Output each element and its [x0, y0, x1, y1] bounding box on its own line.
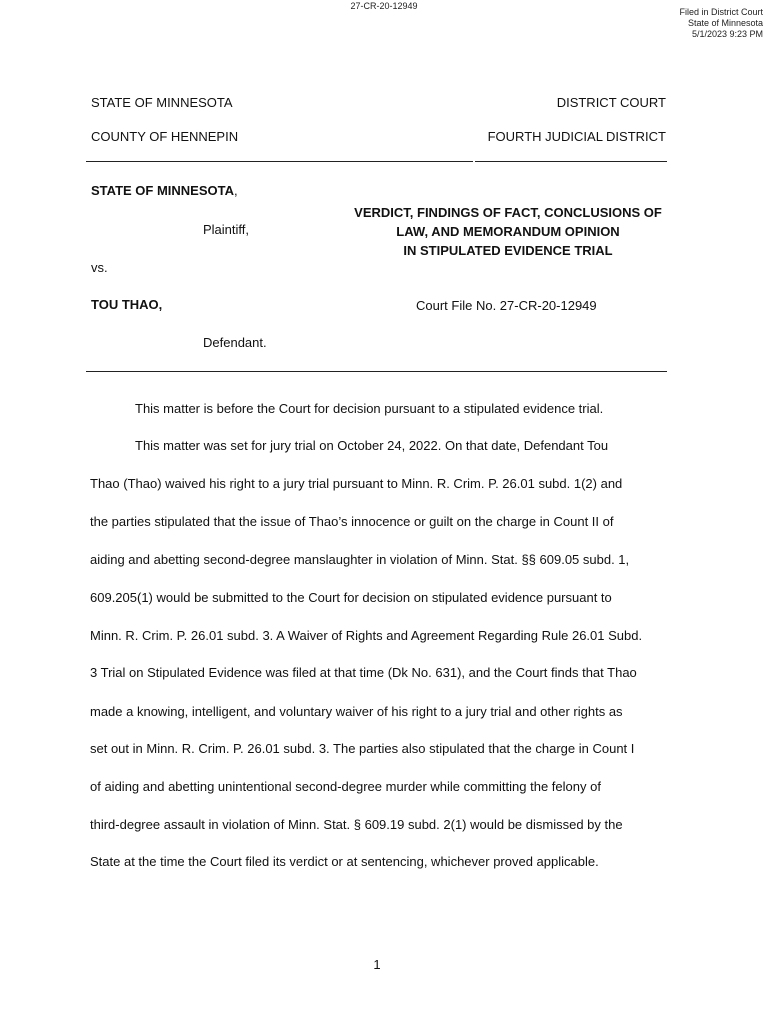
district-label: FOURTH JUDICIAL DISTRICT — [487, 129, 666, 144]
filing-stamp-line: State of Minnesota — [687, 18, 763, 28]
filing-stamp — [679, 7, 763, 40]
court-label: DISTRICT COURT — [556, 95, 666, 110]
paragraph-2-line: the parties stipulated that the issue of Thao’s innocence or guilt on the charge in Count II of — [90, 514, 614, 529]
caption-rule-bottom — [86, 371, 667, 372]
plaintiff-name — [91, 183, 238, 198]
filing-stamp-line: 5/1/2023 9:23 PM — [691, 29, 763, 39]
court-file-number: Court File No. 27-CR-20-12949 — [416, 298, 597, 313]
paragraph-2-line: made a knowing, intelligent, and voluntary waiver of his right to a jury trial and other rights as — [90, 704, 623, 719]
document-title-line: VERDICT, FINDINGS OF FACT, CONCLUSIONS OF — [354, 205, 662, 220]
paragraph-2-line: of aiding and abetting unintentional second-degree murder while committing the felony of — [90, 779, 601, 794]
case-number-header: 27-CR-20-12949 — [350, 1, 418, 11]
plaintiff-comma: , — [234, 183, 238, 198]
paragraph-1: This matter is before the Court for decision pursuant to a stipulated evidence trial. — [135, 401, 604, 416]
paragraph-2-line: Thao (Thao) waived his right to a jury trial pursuant to Minn. R. Crim. P. 26.01 subd. 1(2) and — [90, 476, 623, 491]
county-label: COUNTY OF HENNEPIN — [91, 129, 239, 144]
filing-stamp-line: Filed in District Court — [679, 7, 763, 17]
plaintiff-name-text: STATE OF MINNESOTA — [91, 183, 234, 198]
defendant-name: TOU THAO, — [91, 297, 163, 312]
state-label: STATE OF MINNESOTA — [91, 95, 233, 110]
paragraph-2-line: 3 Trial on Stipulated Evidence was filed at that time (Dk No. 631), and the Court finds that Thao — [90, 665, 637, 680]
paragraph-2-line: State at the time the Court filed its verdict or at sentencing, whichever proved applicable. — [90, 854, 599, 869]
page-number: 1 — [373, 957, 381, 972]
plaintiff-role: Plaintiff, — [203, 222, 250, 237]
document-title-line: IN STIPULATED EVIDENCE TRIAL — [403, 243, 613, 258]
document-title-line: LAW, AND MEMORANDUM OPINION — [396, 224, 620, 239]
paragraph-2-line: 609.205(1) would be submitted to the Court for decision on stipulated evidence pursuant to — [90, 590, 612, 605]
paragraph-2-line: set out in Minn. R. Crim. P. 26.01 subd. 3. The parties also stipulated that the charge in Count I — [90, 741, 635, 756]
paragraph-2-line: Minn. R. Crim. P. 26.01 subd. 3. A Waiver of Rights and Agreement Regarding Rule 26.01 Subd. — [90, 628, 643, 643]
paragraph-2-first-line: This matter was set for jury trial on October 24, 2022. On that date, Defendant Tou — [135, 438, 609, 453]
caption-rule-left — [86, 161, 473, 162]
paragraph-2-line: aiding and abetting second-degree manslaughter in violation of Minn. Stat. §§ 609.05 subd. 1, — [90, 552, 630, 567]
caption-rule-right — [475, 161, 667, 162]
paragraph-2-line: third-degree assault in violation of Minn. Stat. § 609.19 subd. 2(1) would be dismissed by the — [90, 817, 623, 832]
document-title — [340, 203, 676, 260]
versus-label: vs. — [91, 260, 108, 275]
defendant-role: Defendant. — [203, 335, 267, 350]
